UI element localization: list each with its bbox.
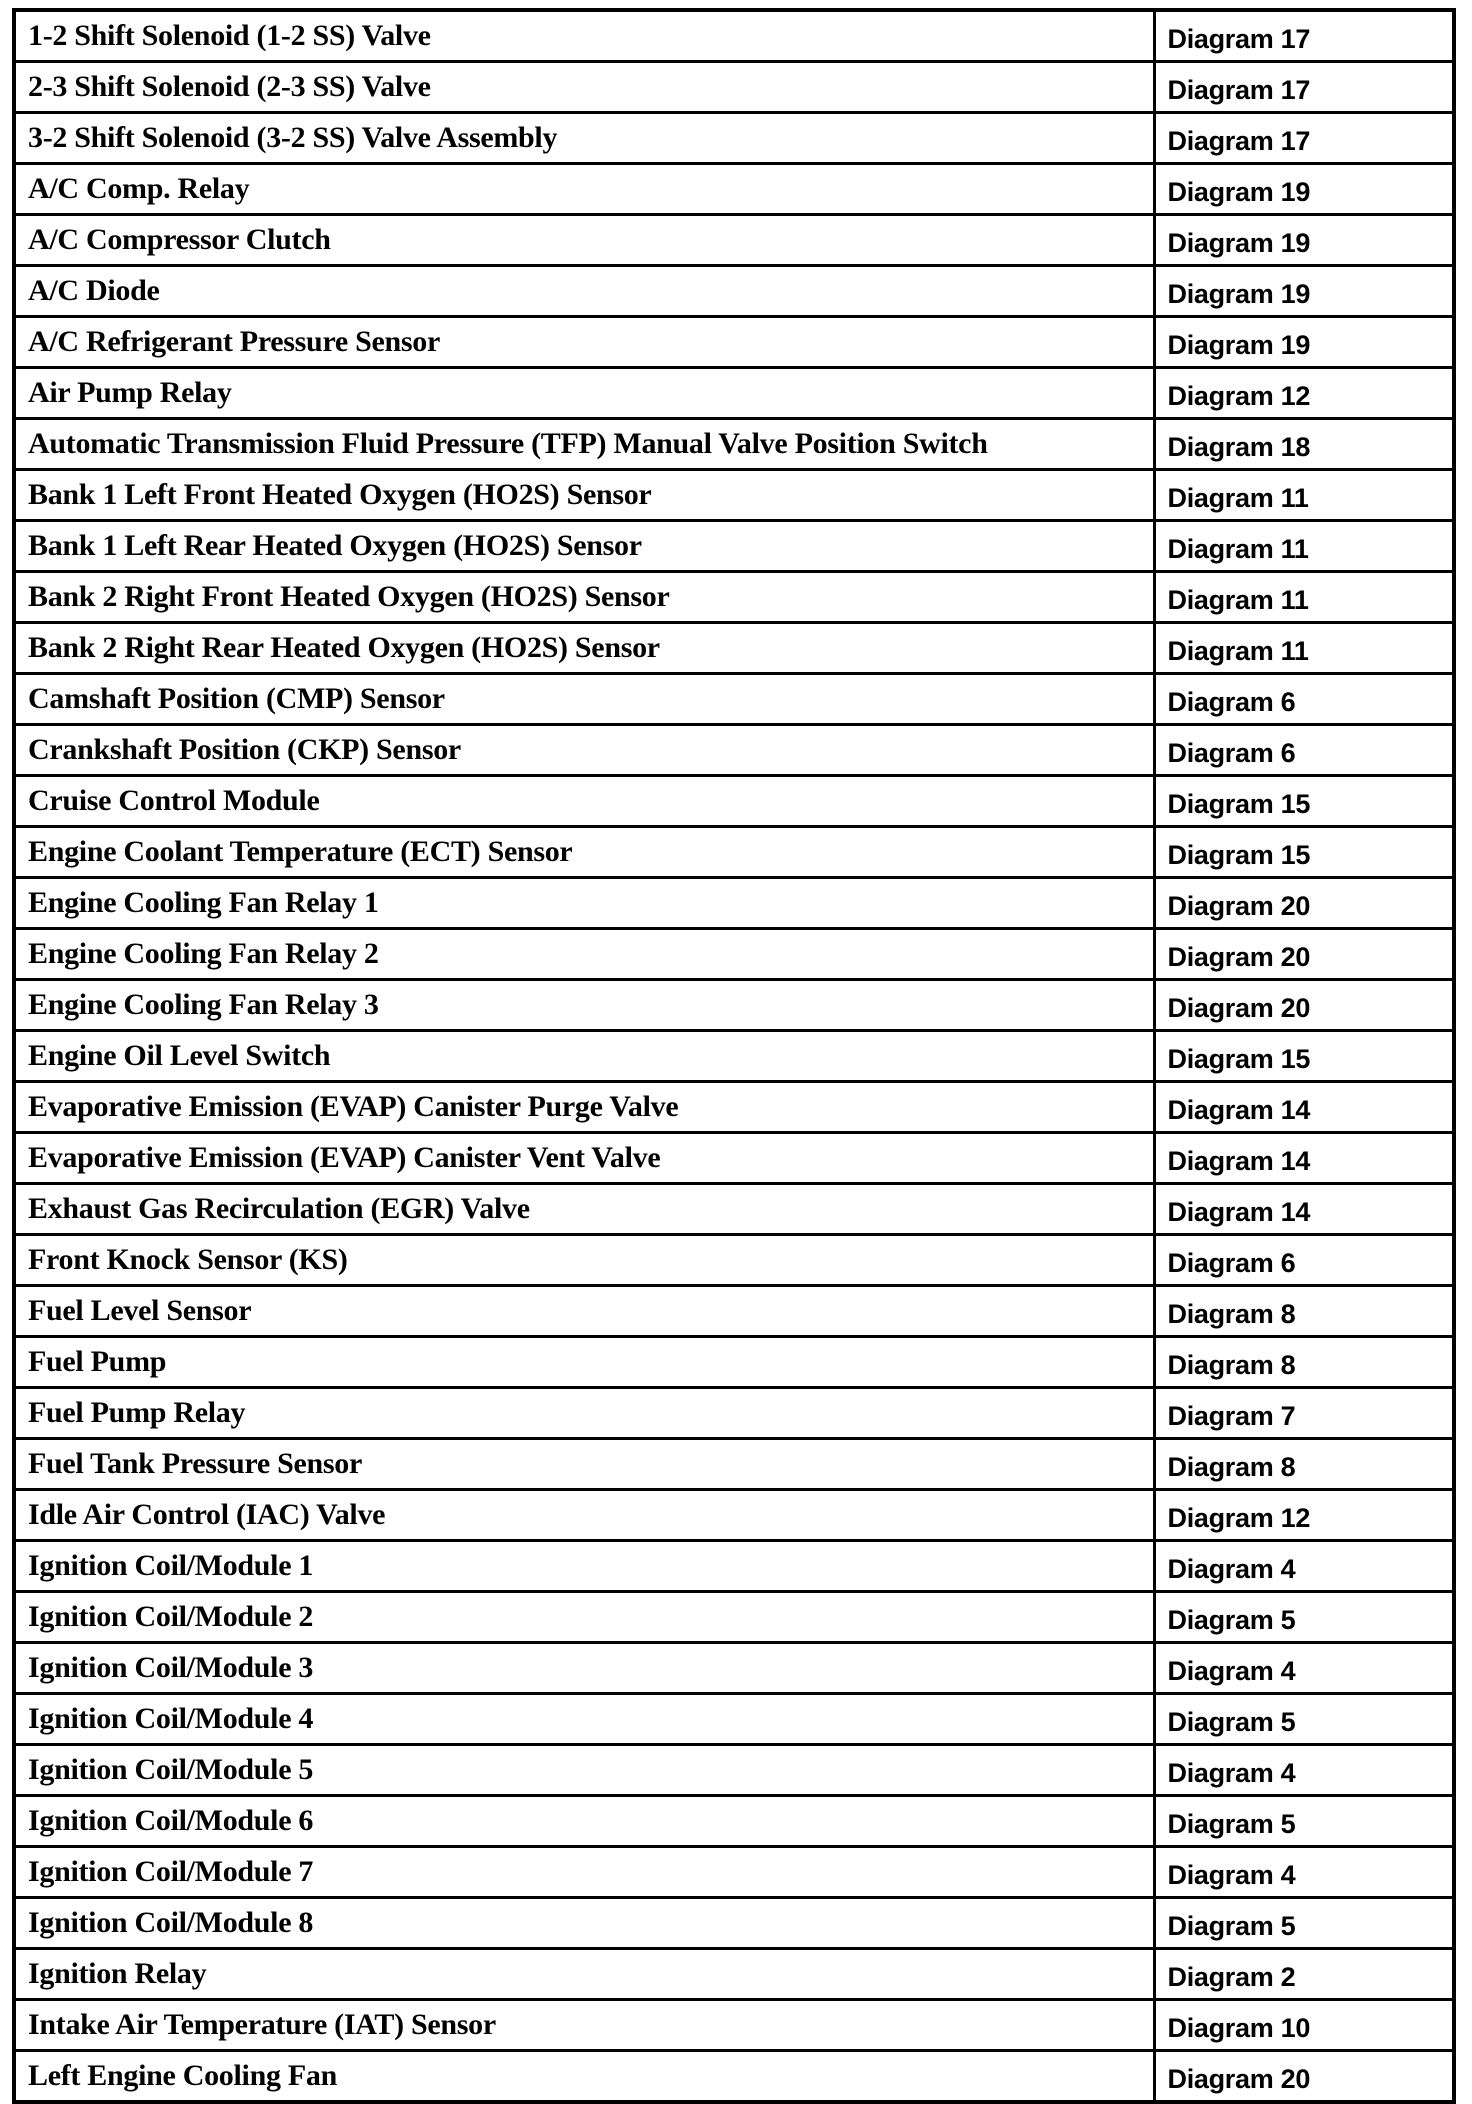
- diagram-reference-cell: Diagram 8: [1154, 1439, 1454, 1490]
- component-name-cell: Evaporative Emission (EVAP) Canister Purge Valve: [14, 1082, 1154, 1133]
- component-name-cell: 2-3 Shift Solenoid (2-3 SS) Valve: [14, 62, 1154, 113]
- table-row: [14, 10, 1454, 62]
- table-row: [14, 929, 1454, 980]
- diagram-reference-cell: Diagram 11: [1154, 521, 1454, 572]
- table-row: [14, 215, 1454, 266]
- table-row: [14, 2051, 1454, 2103]
- component-name-cell: Fuel Level Sensor: [14, 1286, 1154, 1337]
- diagram-reference-cell: Diagram 6: [1154, 674, 1454, 725]
- table-row: [14, 317, 1454, 368]
- table-row: [14, 62, 1454, 113]
- diagram-reference-cell: Diagram 20: [1154, 980, 1454, 1031]
- table-row: [14, 572, 1454, 623]
- diagram-reference-cell: Diagram 17: [1154, 10, 1454, 62]
- table-row: [14, 1949, 1454, 2000]
- table-row: [14, 113, 1454, 164]
- table-row: [14, 1286, 1454, 1337]
- table-row: [14, 1847, 1454, 1898]
- table-row: [14, 1694, 1454, 1745]
- diagram-reference-cell: Diagram 19: [1154, 164, 1454, 215]
- diagram-reference-cell: Diagram 19: [1154, 317, 1454, 368]
- component-name-cell: Engine Cooling Fan Relay 2: [14, 929, 1154, 980]
- table-row: [14, 1031, 1454, 1082]
- table-row: [14, 1235, 1454, 1286]
- diagram-reference-cell: Diagram 12: [1154, 1490, 1454, 1541]
- table-row: [14, 1388, 1454, 1439]
- component-name-cell: Fuel Pump: [14, 1337, 1154, 1388]
- diagram-reference-cell: Diagram 8: [1154, 1337, 1454, 1388]
- table-row: [14, 470, 1454, 521]
- component-name-cell: Ignition Coil/Module 8: [14, 1898, 1154, 1949]
- table-row: [14, 419, 1454, 470]
- component-name-cell: A/C Refrigerant Pressure Sensor: [14, 317, 1154, 368]
- table-row: [14, 1337, 1454, 1388]
- component-name-cell: Engine Coolant Temperature (ECT) Sensor: [14, 827, 1154, 878]
- diagram-reference-cell: Diagram 4: [1154, 1745, 1454, 1796]
- component-name-cell: Bank 2 Right Rear Heated Oxygen (HO2S) Sensor: [14, 623, 1154, 674]
- diagram-reference-cell: Diagram 6: [1154, 1235, 1454, 1286]
- table-row: [14, 827, 1454, 878]
- component-name-cell: Ignition Coil/Module 1: [14, 1541, 1154, 1592]
- component-name-cell: Bank 1 Left Rear Heated Oxygen (HO2S) Sensor: [14, 521, 1154, 572]
- table-row: [14, 1184, 1454, 1235]
- table-row: [14, 1898, 1454, 1949]
- component-name-cell: Left Engine Cooling Fan: [14, 2051, 1154, 2103]
- diagram-reference-cell: Diagram 7: [1154, 1388, 1454, 1439]
- diagram-reference-cell: Diagram 11: [1154, 572, 1454, 623]
- component-name-cell: A/C Comp. Relay: [14, 164, 1154, 215]
- table-row: [14, 1745, 1454, 1796]
- component-name-cell: Ignition Coil/Module 4: [14, 1694, 1154, 1745]
- diagram-reference-cell: Diagram 5: [1154, 1694, 1454, 1745]
- component-name-cell: Intake Air Temperature (IAT) Sensor: [14, 2000, 1154, 2051]
- diagram-reference-cell: Diagram 4: [1154, 1643, 1454, 1694]
- diagram-reference-cell: Diagram 14: [1154, 1082, 1454, 1133]
- component-name-cell: Crankshaft Position (CKP) Sensor: [14, 725, 1154, 776]
- component-name-cell: 1-2 Shift Solenoid (1-2 SS) Valve: [14, 10, 1154, 62]
- diagram-reference-cell: Diagram 10: [1154, 2000, 1454, 2051]
- diagram-reference-cell: Diagram 8: [1154, 1286, 1454, 1337]
- component-name-cell: 3-2 Shift Solenoid (3-2 SS) Valve Assembly: [14, 113, 1154, 164]
- diagram-reference-cell: Diagram 15: [1154, 827, 1454, 878]
- component-name-cell: A/C Compressor Clutch: [14, 215, 1154, 266]
- table-row: [14, 776, 1454, 827]
- diagram-reference-cell: Diagram 6: [1154, 725, 1454, 776]
- component-name-cell: A/C Diode: [14, 266, 1154, 317]
- component-name-cell: Exhaust Gas Recirculation (EGR) Valve: [14, 1184, 1154, 1235]
- table-row: [14, 1541, 1454, 1592]
- component-name-cell: Ignition Relay: [14, 1949, 1154, 2000]
- diagram-reference-cell: Diagram 15: [1154, 776, 1454, 827]
- table-row: [14, 266, 1454, 317]
- component-name-cell: Automatic Transmission Fluid Pressure (TFP) Manual Valve Position Switch: [14, 419, 1154, 470]
- table-row: [14, 1643, 1454, 1694]
- diagram-reference-cell: Diagram 20: [1154, 878, 1454, 929]
- table-row: [14, 521, 1454, 572]
- table-row: [14, 164, 1454, 215]
- component-name-cell: Ignition Coil/Module 5: [14, 1745, 1154, 1796]
- diagram-reference-cell: Diagram 5: [1154, 1898, 1454, 1949]
- component-name-cell: Bank 2 Right Front Heated Oxygen (HO2S) Sensor: [14, 572, 1154, 623]
- table-row: [14, 1490, 1454, 1541]
- diagram-reference-cell: Diagram 5: [1154, 1796, 1454, 1847]
- component-name-cell: Engine Cooling Fan Relay 1: [14, 878, 1154, 929]
- diagram-reference-cell: Diagram 11: [1154, 623, 1454, 674]
- component-name-cell: Cruise Control Module: [14, 776, 1154, 827]
- diagram-reference-cell: Diagram 15: [1154, 1031, 1454, 1082]
- component-name-cell: Ignition Coil/Module 3: [14, 1643, 1154, 1694]
- diagram-reference-cell: Diagram 12: [1154, 368, 1454, 419]
- diagram-reference-cell: Diagram 17: [1154, 113, 1454, 164]
- component-name-cell: Engine Oil Level Switch: [14, 1031, 1154, 1082]
- component-name-cell: Engine Cooling Fan Relay 3: [14, 980, 1154, 1031]
- diagram-reference-cell: Diagram 5: [1154, 1592, 1454, 1643]
- table-row: [14, 1439, 1454, 1490]
- table-body: [14, 10, 1454, 2102]
- component-name-cell: Ignition Coil/Module 6: [14, 1796, 1154, 1847]
- component-name-cell: Ignition Coil/Module 7: [14, 1847, 1154, 1898]
- table-row: [14, 368, 1454, 419]
- component-diagram-index-table: [12, 8, 1456, 2104]
- diagram-reference-cell: Diagram 20: [1154, 2051, 1454, 2103]
- component-name-cell: Fuel Tank Pressure Sensor: [14, 1439, 1154, 1490]
- table-row: [14, 725, 1454, 776]
- diagram-reference-cell: Diagram 18: [1154, 419, 1454, 470]
- table-row: [14, 1133, 1454, 1184]
- diagram-reference-cell: Diagram 19: [1154, 266, 1454, 317]
- component-name-cell: Ignition Coil/Module 2: [14, 1592, 1154, 1643]
- diagram-reference-cell: Diagram 19: [1154, 215, 1454, 266]
- diagram-reference-cell: Diagram 14: [1154, 1184, 1454, 1235]
- component-name-cell: Evaporative Emission (EVAP) Canister Vent Valve: [14, 1133, 1154, 1184]
- table-row: [14, 1082, 1454, 1133]
- component-name-cell: Front Knock Sensor (KS): [14, 1235, 1154, 1286]
- diagram-reference-cell: Diagram 2: [1154, 1949, 1454, 2000]
- table-row: [14, 2000, 1454, 2051]
- component-name-cell: Air Pump Relay: [14, 368, 1154, 419]
- component-name-cell: Camshaft Position (CMP) Sensor: [14, 674, 1154, 725]
- diagram-reference-cell: Diagram 14: [1154, 1133, 1454, 1184]
- table-row: [14, 623, 1454, 674]
- table-row: [14, 1592, 1454, 1643]
- component-name-cell: Bank 1 Left Front Heated Oxygen (HO2S) Sensor: [14, 470, 1154, 521]
- diagram-reference-cell: Diagram 17: [1154, 62, 1454, 113]
- component-name-cell: Fuel Pump Relay: [14, 1388, 1154, 1439]
- diagram-reference-cell: Diagram 11: [1154, 470, 1454, 521]
- diagram-reference-cell: Diagram 4: [1154, 1541, 1454, 1592]
- table-row: [14, 980, 1454, 1031]
- diagram-reference-cell: Diagram 4: [1154, 1847, 1454, 1898]
- component-name-cell: Idle Air Control (IAC) Valve: [14, 1490, 1154, 1541]
- diagram-reference-cell: Diagram 20: [1154, 929, 1454, 980]
- table-row: [14, 1796, 1454, 1847]
- table-row: [14, 878, 1454, 929]
- table-row: [14, 674, 1454, 725]
